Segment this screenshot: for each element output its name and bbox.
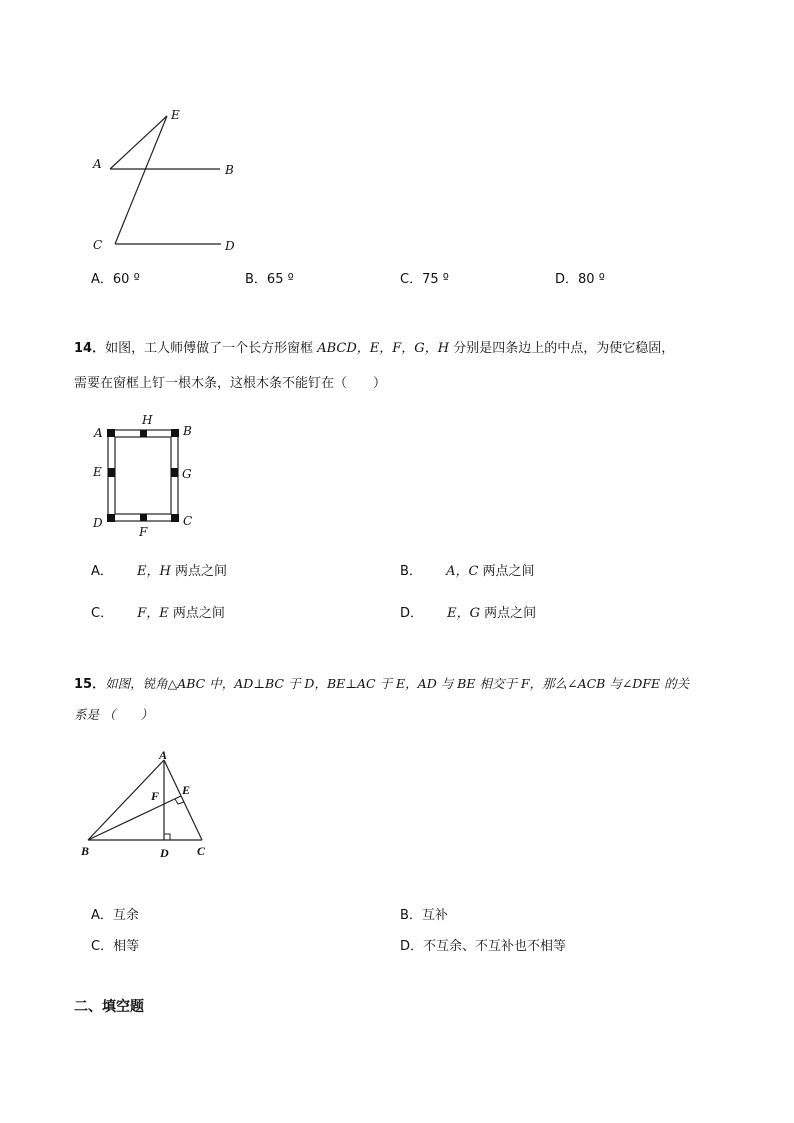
q14-option-c[interactable] [91, 606, 225, 622]
stem-text: 如图，锐角△ABC 中，AD⊥BC 于 D，BE⊥AC 于 E，AD 与 BE 相交于 F，那么∠ACB 与∠DFE 的关 [105, 676, 690, 691]
line-ae [110, 116, 167, 169]
line-ce [115, 116, 167, 244]
option-letter: C． [91, 939, 114, 954]
option-text: 60 º [112, 272, 140, 287]
point-label-b: B [225, 163, 234, 177]
joint-e [108, 468, 115, 477]
stem-math: ABCD，E，F，G，H [317, 341, 450, 356]
question-number: 15． [74, 677, 106, 692]
stem-text: 如图，工人师傅做了一个长方形窗框 [105, 341, 314, 356]
q13-option-c[interactable] [400, 272, 449, 288]
point-label-d: D [160, 846, 169, 860]
point-label-c: C [197, 844, 206, 858]
option-math: A，C [446, 564, 479, 579]
point-label-a: A [159, 748, 168, 762]
option-text: 两点之间 [484, 606, 537, 621]
option-letter: D． [400, 606, 424, 621]
point-label-b: B [81, 844, 90, 858]
point-label-f: F [151, 789, 160, 803]
option-math: E，G [447, 606, 481, 621]
point-label-c: C [183, 514, 193, 528]
q15-option-a[interactable] [91, 908, 139, 924]
point-label-e: E [171, 108, 180, 122]
q14-stem-line2 [74, 376, 386, 392]
point-label-d: D [225, 239, 235, 253]
q14-option-b[interactable] [400, 564, 535, 580]
q13-option-b[interactable] [245, 272, 294, 288]
option-text: 80 º [578, 272, 605, 287]
q15-option-b[interactable] [400, 908, 448, 924]
question-number: 14． [74, 341, 106, 356]
option-letter: D． [555, 272, 579, 287]
q13-option-d[interactable] [555, 272, 605, 288]
frame-outer [108, 430, 178, 521]
stem-text: 需要在窗框上钉一根木条，这根木条不能钉在（ ） [74, 376, 387, 391]
option-letter: B． [400, 564, 422, 579]
option-math: E，H [137, 564, 171, 579]
q13-figure [85, 100, 255, 265]
point-label-c: C [93, 238, 103, 252]
joint-f [140, 514, 147, 521]
option-text: 两点之间 [482, 564, 535, 579]
option-text: 75 º [422, 272, 449, 287]
option-letter: B． [245, 272, 267, 287]
point-label-f: F [139, 525, 148, 539]
q14-option-a[interactable] [91, 564, 227, 580]
joint-g [171, 468, 178, 477]
option-text: 65 º [266, 272, 294, 287]
joint-h [140, 430, 147, 437]
option-letter: B． [400, 908, 422, 923]
right-angle-d [164, 834, 170, 840]
option-text: 互余 [112, 908, 139, 923]
option-text: 两点之间 [175, 564, 228, 579]
q15-stem-line1 [74, 676, 689, 693]
point-label-e: E [182, 783, 191, 797]
joint-d [107, 514, 115, 522]
point-label-b: B [183, 424, 192, 438]
q15-option-d[interactable] [400, 939, 566, 955]
option-letter: A． [91, 908, 113, 923]
side-ac [164, 760, 202, 840]
q15-stem-line2 [74, 707, 153, 724]
option-text: 两点之间 [172, 606, 225, 621]
option-letter: A． [91, 564, 113, 579]
point-label-a: A [94, 426, 103, 440]
point-label-a: A [93, 157, 102, 171]
option-text: 互补 [421, 908, 448, 923]
point-label-h: H [142, 413, 153, 427]
section-title: 二、填空题 [74, 999, 144, 1015]
joint-a [107, 429, 115, 437]
stem-text: 系是 （ ） [74, 707, 153, 722]
q15-figure [75, 745, 220, 865]
option-text: 不互余、不互补也不相等 [423, 939, 567, 954]
q14-option-d[interactable] [400, 606, 536, 622]
point-label-d: D [93, 516, 103, 530]
option-math: F，E [137, 606, 169, 621]
option-letter: C． [91, 606, 114, 621]
option-letter: C． [400, 272, 423, 287]
q15-option-c[interactable] [91, 939, 139, 955]
point-label-e: E [93, 465, 102, 479]
option-letter: D． [400, 939, 424, 954]
q14-stem-line1 [74, 341, 674, 357]
point-label-g: G [182, 467, 192, 481]
altitude-be [88, 796, 181, 840]
option-text: 相等 [113, 939, 140, 954]
q14-figure [88, 410, 203, 540]
option-letter: A． [91, 272, 113, 287]
joint-c [171, 514, 179, 522]
frame-inner [115, 437, 171, 514]
joint-b [171, 429, 179, 437]
q13-option-a[interactable] [91, 272, 140, 288]
stem-text: 分别是四条边上的中点，为使它稳固， [453, 341, 675, 356]
